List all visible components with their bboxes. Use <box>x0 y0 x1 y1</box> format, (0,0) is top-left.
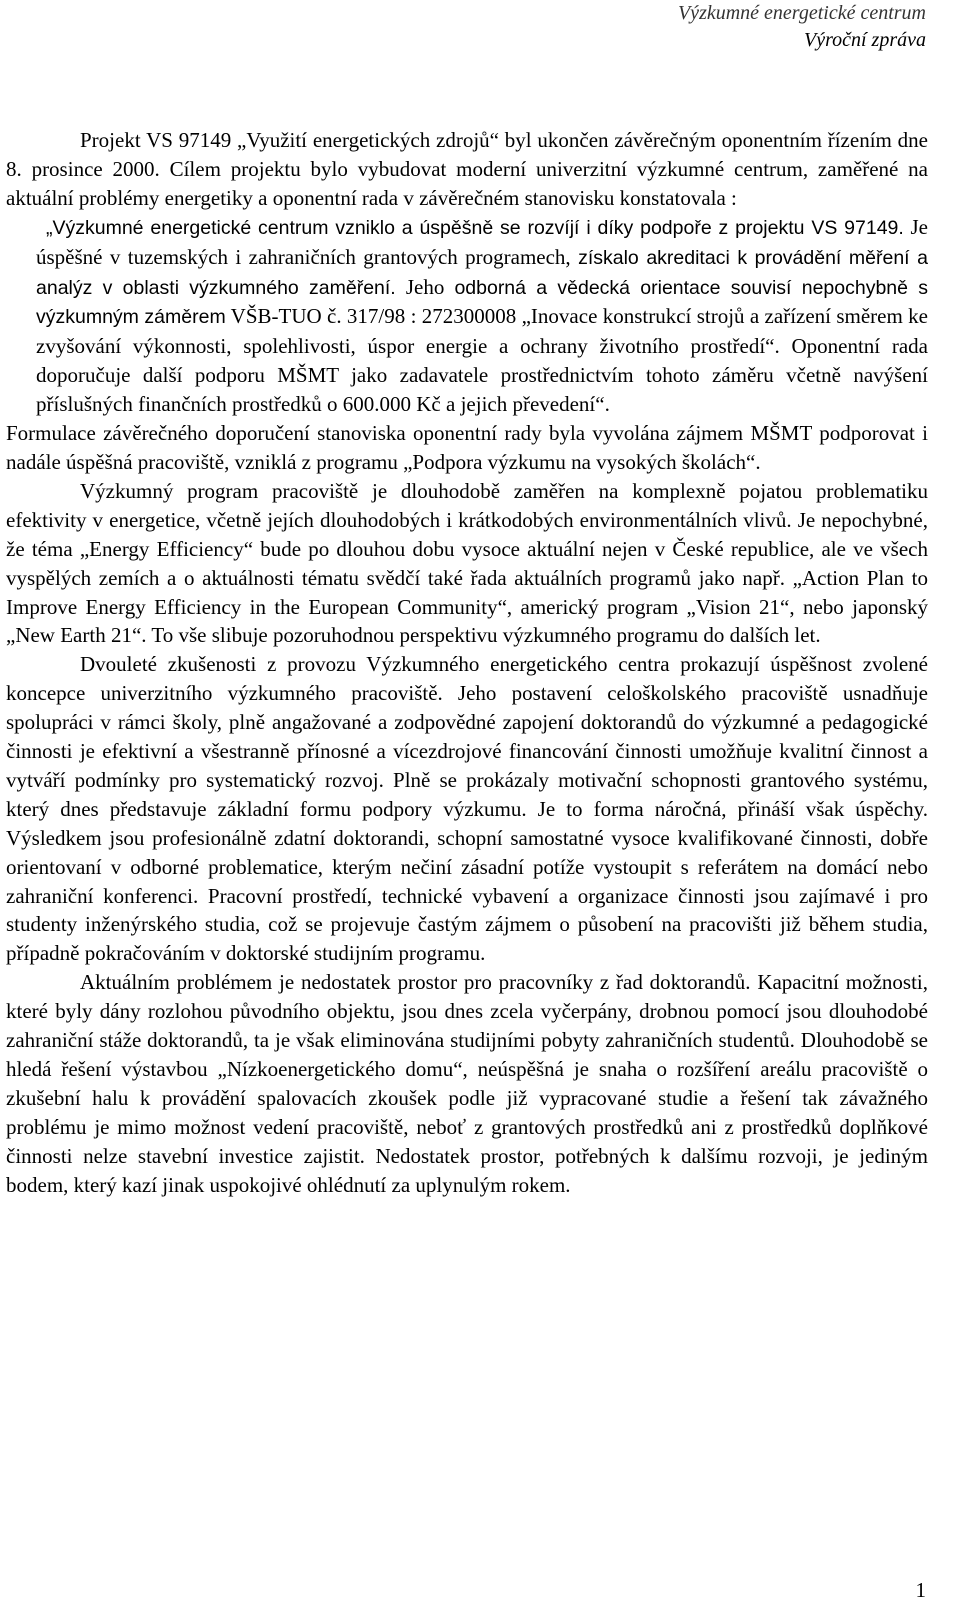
header-report-title: Výroční zpráva <box>803 29 926 51</box>
paragraph-experience <box>6 650 928 968</box>
page-number: 1 <box>915 1578 926 1602</box>
paragraph-committee-quote <box>36 213 928 419</box>
experience-part-2: je efektivní a všestranně přínosné a vícezdrojové financování činnosti umožňuje kvalitní činnost a vytváří podmínky pro systematický rozvoj. Plně se prokázaly motivační schopnosti grantového systému, který dnes představuje základní formu podpory výzkumu. Je to forma náročná, přináší však úspěchy. Výsledkem jsou profesionálně zdatní doktorandi, schopní samostatné vysoce kvalifikované činnosti, dobře orientovaní v odborné problematice, kterým nečiní zásadní potíže vystoupit s referátem na domácí nebo zahraniční konferenci. Pracovní prostředí, technické vybavení a organizace činnosti jsou zajímavé i pro studenty inženýrského studia, což se projevuje častým zájmem o působení na pracovišti již během studia, případně pokračováním v doktorské studijním programu. <box>6 739 928 966</box>
experience-part-1: Dvouleté zkušenosti z provozu Výzkumného energetického centra prokazují úspěšnost zvolené koncepce univerzitního výzkumného pracoviště. Jeho postavení celoškolského pracoviště usnadňuje spolupráci v rámci školy, plně angažované a zodpovědné zapojení doktorandů do výzkumné a pedagogické činnosti <box>6 652 928 764</box>
quote-serif-part-3: VŠB-TUO č. 317/98 : 272300008 „Inovace konstrukcí strojů a zařízení směrem ke zvyšování výkonnosti, spolehlivosti, úspor energie a ochrany životního prostředí“. Oponentní rada doporučuje další podporu MŠMT jako zadavatele prostřednictvím tohoto záměru včetně navýšení příslušných finančních prostředků o 600.000 Kč a jejich převedení“. <box>36 304 928 417</box>
quote-sans-part-1: „Výzkumné energetické centrum vzniklo a úspěšně se rozvíjí i díky podpoře z projektu VS 97149. <box>46 216 904 239</box>
header-org-name: Výzkumné energetické centrum <box>677 2 926 24</box>
paragraph-recommendation: Formulace závěrečného doporučení stanoviska oponentní rady byla vyvolána zájmem MŠMT podporovat i nadále úspěšná pracoviště, vzniklá z programu „Podpora výzkumu na vysokých školách“. <box>6 421 928 474</box>
quote-serif-part-2: Jeho <box>395 274 455 299</box>
quote-sans-part-3: odborná a vědecká orientace souvisí nepochybně s výzkumným záměrem <box>36 276 929 329</box>
quote-sans-part-2: získalo akreditaci k provádění měření a analýz v oblasti výzkumného zaměření. <box>36 246 928 299</box>
paragraph-research-program: Výzkumný program pracoviště je dlouhodobě zaměřen na komplexně pojatou problematiku efektivity v energetice, včetně jejích dlouhodobých i krátkodobých environmentálních vlivů. Je nepochybné, že téma „Energy Efficiency“ bude po dlouhou dobu vysoce aktuální nejen v České republice, ale ve všech vyspělých zemích a o aktuálnosti tématu svědčí také řada aktuálních programů jako např. „Action Plan to Improve Energy Efficiency in the European Community“, americký program „Vision 21“, nebo japonský „New Earth 21“. To vše slibuje pozoruhodnou perspektivu výzkumného programu do dalších let. <box>6 478 928 648</box>
paragraph-current-problem: Aktuálním problémem je nedostatek prostor pro pracovníky z řad doktorandů. Kapacitní možnosti, které byly dány rozlohou původního objektu, jsou dnes zcela vyčerpány, drobnou pomocí jsou dlouhodobé zahraniční stáže doktorandů, ta je však eliminována studijními pobyty zahraničních studentů. Dlouhodobě se hledá řešení výstavbou „Nízkoenergetického domu“, neúspěšná je snaha o rozšíření areálu pracoviště o zkušební halu k provádění spalovacích zkoušek podle již vypracované studie a řešení tak závažného problému je mimo možnost vedení pracoviště, neboť z grantových prostředků ani z prostředků doplňkové činnosti nelze stavební investice zajistit. Nedostatek prostor, potřebných k dalšímu rozvoji, je jediným bodem, který kazí jinak uspokojivé ohlédnutí za uplynulým rokem. <box>6 970 928 1197</box>
quote-serif-part-1: Je úspěšné v tuzemských i zahraničních grantových programech, <box>36 214 928 269</box>
paragraph-project-completion: Projekt VS 97149 „Využití energetických zdrojů“ byl ukončen závěrečným oponentním řízením dne 8. prosince 2000. Cílem projektu bylo vybudovat moderní univerzitní výzkumné centrum, zaměřené na aktuální problémy energetiky a oponentní rada v závěrečném stanovisku konstatovala : <box>6 128 928 210</box>
document-body <box>6 126 928 1200</box>
running-header <box>678 0 926 54</box>
